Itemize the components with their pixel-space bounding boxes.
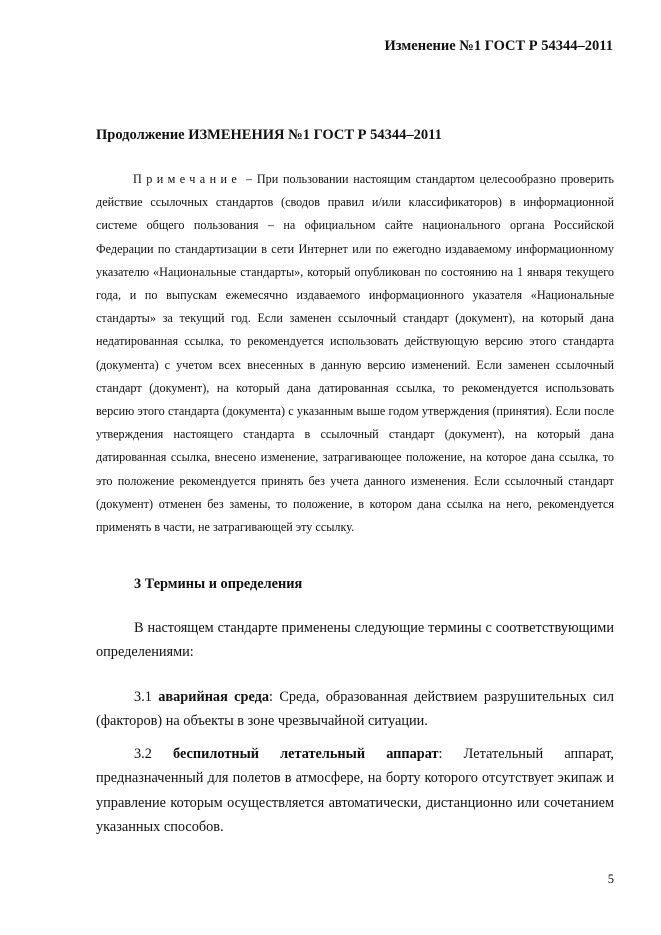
term-text: : Среда, образованная действием разрушительных сил (факторов) на объекты в зоне чрезвычайной ситуации.	[96, 689, 614, 730]
term-number: 3.2	[134, 746, 174, 762]
note-label: Примечание	[133, 172, 242, 186]
section-title: 3 Термины и определения	[134, 576, 303, 592]
term-name: беспилотный летательный аппарат	[173, 746, 439, 762]
running-header: Изменение №1 ГОСТ Р 54344–2011	[384, 38, 613, 54]
section-intro: В настоящем стандарте применены следующие термины с соответствующими определениями:	[96, 620, 614, 661]
term-text: : Летательный аппарат, предназначенный для полетов в атмосфере, на борту которого отсутствует экипаж и управление которым осуществляется автоматически, дистанционно или сочетанием указанных способов.	[96, 746, 614, 835]
note-paragraph	[96, 168, 614, 539]
continuation-title: Продолжение ИЗМЕНЕНИЯ №1 ГОСТ Р 54344–2011	[96, 127, 442, 143]
term-number: 3.1	[134, 689, 159, 705]
term-definition	[96, 742, 614, 839]
term-name: аварийная среда	[158, 689, 270, 705]
term-definition	[96, 685, 614, 734]
page-number: 5	[607, 872, 614, 886]
note-text: – При пользовании настоящим стандартом целесообразно проверить действие ссылочных стандартов (сводов правил и/или классификаторов) в информационной системе общего пользования – на официальном сайте национального органа Российской Федерации по стандартизации в сети Интернет или по ежегодно издаваемому информационному указателю «Национальные стандарты», который опубликован по состоянию на 1 января текущего года, и по выпускам ежемесячно издаваемого информационного указателя «Национальные стандарты» за текущий год. Если заменен ссылочный стандарт (документ), на который дана недатированная ссылка, то рекомендуется использовать действующую версию этого стандарта (документа) с учетом всех внесенных в данную версию изменений. Если заменен ссылочный стандарт (документ), на который дана датированная ссылка, то рекомендуется использовать версию этого стандарта (документа) с указанным выше годом утверждения (принятия). Если после утверждения настоящего стандарта в ссылочный стандарт (документ), на который дана датированная ссылка, внесено изменение, затрагивающее положение, на которое дана ссылка, то это положение рекомендуется принять без учета данного изменения. Если ссылочный стандарт (документ) отменен без замены, то положение, в котором дана ссылка на него, рекомендуется применять в части, не затрагивающей эту ссылку.	[96, 172, 614, 535]
